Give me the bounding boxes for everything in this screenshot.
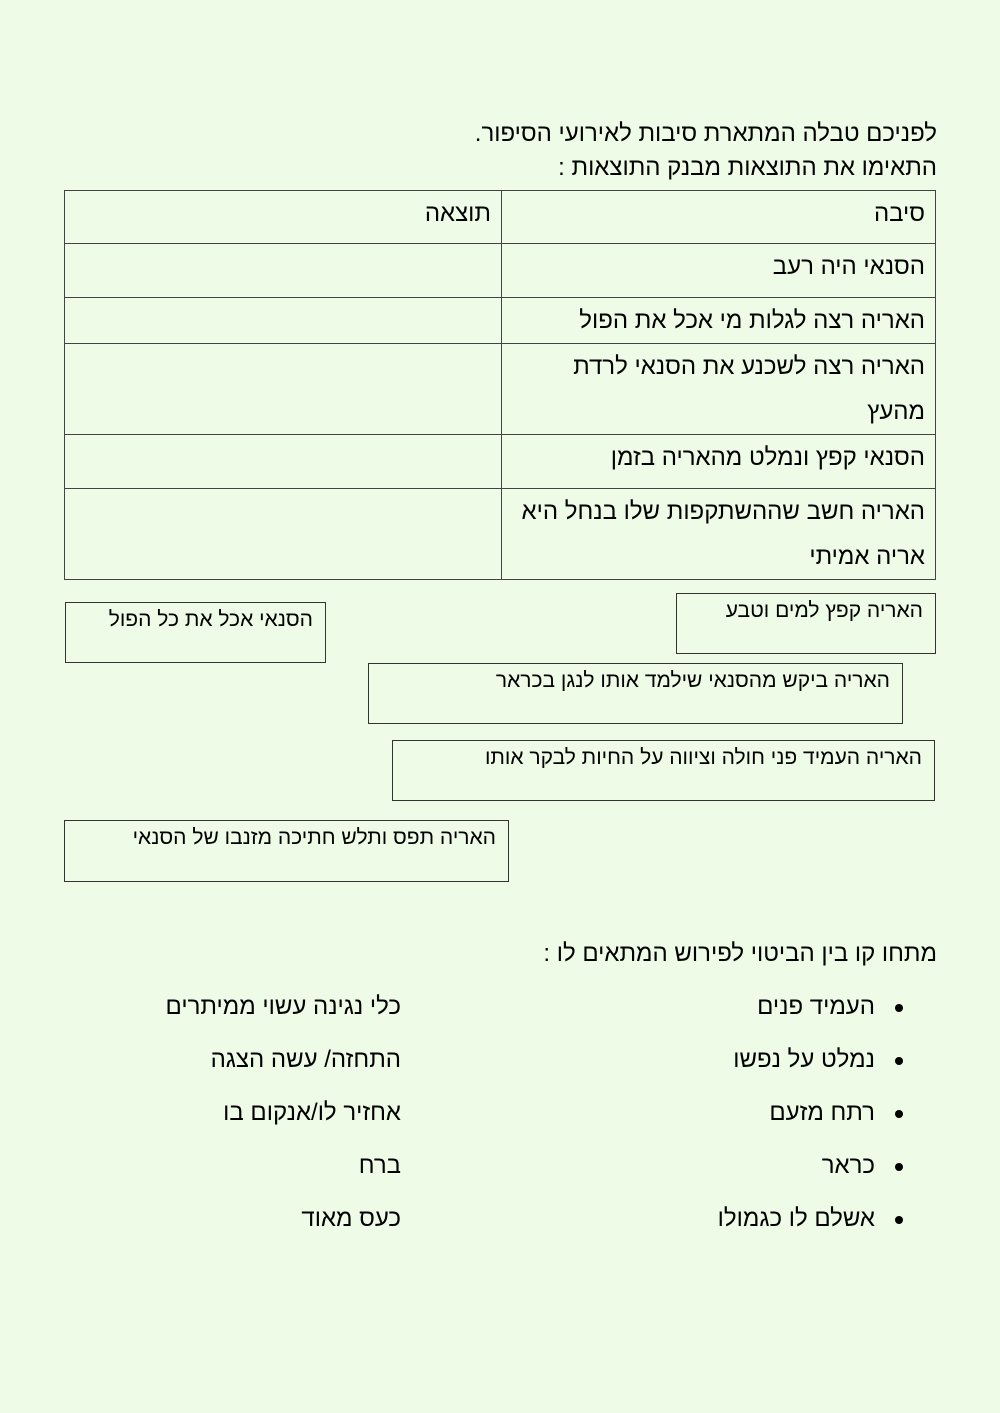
table-header-row	[65, 191, 936, 244]
table-row	[65, 244, 936, 298]
reason-cell: הסנאי היה רעב	[502, 244, 936, 298]
result-bank-item[interactable]	[368, 663, 903, 724]
expression-item[interactable]: כראר	[821, 1152, 875, 1179]
header-result: תוצאה	[65, 191, 502, 244]
result-bank-label: האריה העמיד פני חולה וציווה על החיות לבקר אותו	[484, 746, 922, 769]
result-bank-item[interactable]	[64, 820, 509, 882]
expression-item[interactable]: העמיד פנים	[757, 993, 875, 1020]
cause-effect-table	[64, 190, 936, 580]
result-bank-label: האריה קפץ למים וטבע	[725, 599, 923, 622]
meaning-item[interactable]: התחזה/ עשה הצגה	[210, 1046, 401, 1073]
result-bank-label: האריה תפס ותלש חתיכה מזנבו של הסנאי	[132, 826, 496, 849]
table-row	[65, 344, 936, 435]
expression-item[interactable]: אשלם לו כגמולו	[717, 1205, 875, 1232]
result-bank-item[interactable]	[65, 602, 326, 663]
result-cell[interactable]	[65, 298, 502, 344]
result-bank-label: הסנאי אכל את כל הפול	[108, 608, 313, 631]
expression-item[interactable]: רתח מזעם	[769, 1099, 875, 1126]
bullet-icon	[895, 1163, 903, 1171]
expression-item[interactable]: נמלט על נפשו	[733, 1046, 875, 1073]
reason-cell: האריה חשב שההשתקפות שלו בנחל היא אריה אמיתי	[502, 489, 936, 580]
result-bank-item[interactable]	[392, 740, 935, 801]
bullet-icon	[895, 1216, 903, 1224]
meaning-item[interactable]: אחזיר לו/אנקום בו	[223, 1099, 401, 1126]
reason-cell: האריה רצה לשכנע את הסנאי לרדת מהעץ	[502, 344, 936, 435]
instruction-line-2: התאימו את התוצאות מבנק התוצאות :	[558, 154, 937, 181]
table-row	[65, 435, 936, 489]
result-cell[interactable]	[65, 489, 502, 580]
bullet-icon	[895, 1110, 903, 1118]
reason-cell: האריה רצה לגלות מי אכל את הפול	[502, 298, 936, 344]
table-row	[65, 489, 936, 580]
bullet-icon	[895, 1057, 903, 1065]
result-cell[interactable]	[65, 344, 502, 435]
header-reason: סיבה	[502, 191, 936, 244]
bullet-icon	[895, 1004, 903, 1012]
matching-instruction: מתחו קו בין הביטוי לפירוש המתאים לו :	[543, 940, 937, 967]
meaning-item[interactable]: כעס מאוד	[301, 1205, 401, 1232]
result-bank-item[interactable]	[676, 593, 936, 654]
result-cell[interactable]	[65, 244, 502, 298]
instruction-line-1: לפניכם טבלה המתארת סיבות לאירועי הסיפור.	[474, 120, 937, 147]
result-bank-label: האריה ביקש מהסנאי שילמד אותו לנגן בכראר	[495, 669, 890, 692]
meaning-item[interactable]: כלי נגינה עשוי ממיתרים	[165, 993, 401, 1020]
result-cell[interactable]	[65, 435, 502, 489]
meaning-item[interactable]: ברח	[358, 1152, 401, 1179]
table-row	[65, 298, 936, 344]
reason-cell: הסנאי קפץ ונמלט מהאריה בזמן	[502, 435, 936, 489]
